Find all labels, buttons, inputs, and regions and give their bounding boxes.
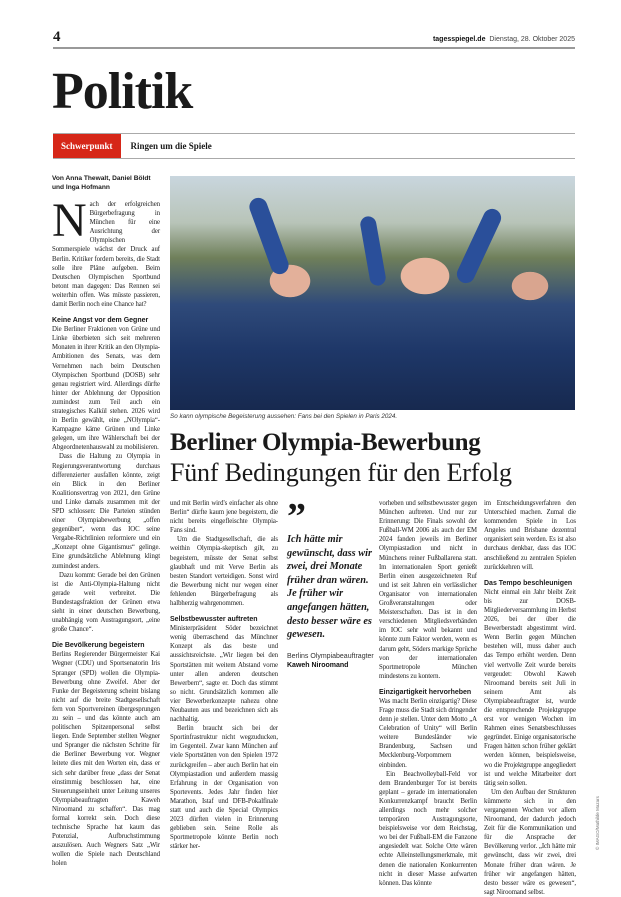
- photo-credit: © IMAGO/Mathilde Mazars: [595, 796, 600, 850]
- paragraph: im Entscheidungsverfahren den Unterschied machen. Zumal die kommenden Spiele in Los Angeles und Brisbane dezentral organisiert sein werden. Es ist also durchaus denkbar, dass das IOC anschließend zu zentralen Spielen zurückkehren will.: [484, 500, 576, 571]
- paragraph: Ein Beachvolleyball-Feld vor dem Brandenburger Tor ist bereits geplant – gerade im internationalen Konkurrenzkampf braucht Berlin allerdings noch mehr solcher temporären Austragungsorte, beispielsweise vor dem Reichstag, wo bei der Fußball-EM die Fanzone angesiedelt war. Solche Orte wären echte Alleinstellungsmerkmale, mit denen die nationalen Konkurrenten nicht in dieser Masse aufwarten können. Das könnte: [379, 770, 477, 887]
- quote-mark-icon: ”: [287, 496, 306, 538]
- quote-source-name: Kaweh Niroomand: [287, 661, 349, 669]
- photo-caption: So kann olympische Begeisterung aussehen: Fans bei den Spielen in Paris 2024.: [170, 413, 398, 420]
- subheading: Die Bevölkerung begeistern: [52, 642, 145, 650]
- paragraph: Berlins Regierender Bürgermeister Kai Wegner (CDU) und Sportsenatorin Iris Spranger (SPD) wollen die Olympia-Bewerbung ohne Zweifel. Aber der Funke der Begeisterung scheint bislang nicht auf die breite Stadtgesellschaft fern von Sportvereinen übergesprungen zu sein – und das könnte auch am politischen Spitzenpersonal selbst liegen. Ende September stellten Wegner und Spranger die nächsten Schritte für die Berliner Bewerbung vor. Wegner leitete dies mit den Worten ein, dass er sich sehr darüber freue „dass der Senat einstimmig beschlossen hat, eine Steuerungseinheit unter Leitung unseres Olympiabeauftragten Kaweh Niroomand zu schaffen“. Das mag formal korrekt sein. Doch diese technische Sprache hat kaum das Potenzial, Aufbruchstimmung auszulösen. Auch Wegners Satz „Wir wollen die Spiele nach Deutschland holen: [52, 651, 160, 868]
- subheadline: Fünf Bedingungen für den Erfolg: [170, 458, 512, 487]
- text-column-2: [170, 499, 278, 851]
- paragraph: Die Berliner Fraktionen von Grüne und Linke überbieten sich seit mehreren Monaten in ihrer Kritik an den Olympia-Ambitionen des Senats, was dem Vernehmen nach beim Deutschen Olympischen Sportbund (DOSB) sehr genau registriert wird. Allerdings dürfte hinter der Ablehnung der Opposition zumindest zum Teil auch ein strategisches Kalkül stehen. 2026 wird in Berlin gewählt, eine „NOlympia“-Kampagne käme Grünen und Linke gelegen, um ihre Wählerschaft bei der Abgeordnetenhauswahl zu mobilisieren.: [52, 326, 160, 452]
- top-rule: [53, 47, 575, 49]
- topic-label: Ringen um die Spiele: [130, 141, 212, 151]
- page-number: 4: [53, 29, 61, 45]
- dateline: [433, 36, 575, 43]
- paragraph: Ministerpräsident Söder bezeichnet wenig überraschend das Münchner Konzept als das beste und aussichtsreichste. „Wir liegen bei den Sportstätten mit weitem Abstand vorne unter allen anderen deutschen Bewerbern“, sagte er. Doch das stimmt so nicht. Grundsätzlich kommen alle vier Bewerberkonzepte nahezu ohne Neubauten aus und bezeichnen sich als nachhaltig.: [170, 625, 278, 724]
- photo-detail: [247, 195, 291, 276]
- paragraph: Dass die Haltung zu Olympia in Regierungsverantwortung durchaus differenzierter ausfallen könnte, zeigt ein Blick in den Berliner Koalitionsvertrag von 2021, den Grüne und Linke damals zusammen mit der SPD schlossen: Die Parteien stünden einer Olympiabewerbung „offen gegenüber“, wenn das IOC seine Vergabe-Richtlinien reformiere und ein „Konzept ohne Gigantismus“ gelinge. Eine grundsätzliche Ablehnung klingt zumindest anders.: [52, 453, 160, 570]
- drop-cap: N: [52, 194, 87, 247]
- site-name: tagesspiegel.de: [432, 36, 486, 43]
- text-column-3: [379, 499, 477, 888]
- quote-source-role: Berlins Olympiabeauftragter: [287, 652, 374, 660]
- paragraph: und mit Berlin wird's einfacher als ohne Berlin“ dürfte kaum jene begeistern, die nicht bereits eingefleischte Olympia-Fans sind.: [170, 500, 278, 535]
- paragraph: Was macht Berlin einzigartig? Diese Frage muss die Stadt sich dringender denn je stellen. Unter dem Motto „A Celebration of Unity“ will Berlin weitere Bundesländer wie Brandenburg, Sachsen und Mecklenburg-Vorpommern einbinden.: [379, 697, 477, 769]
- subheading: Einzigartigkeit hervorheben: [379, 688, 472, 696]
- paragraph: Um den Aufbau der Strukturen kümmerte sich in den vergangenen Wochen vor allem Niroomand, der dadurch jedoch Zeit für die Kommunikation und für die Ansprache der Bevölkerung verlor. „Ich hätte mir gewünscht, dass wir zwei, drei Monate früher dran wären. Je früher wir angefangen hätten, desto besser wäre es gewesen“, sagt Niroomand selbst.: [484, 788, 576, 896]
- paragraph: vorheben und selbstbewusster gegen München auftreten. Und nur zur Erinnerung: Die Finals sowohl der Fußball-WM 2006 als auch der EM 2024 fanden jeweils im Berliner Olympiastadion und nicht in Münchens reiner Fußballarena statt. Im internationalen Sport genießt Berlin einen ausgezeichneten Ruf und ist seit Jahren ein verlässlicher Organisator von internationalen Großveranstaltungen oder Meisterschaften. Das ist in den verschiedenen Mitgliedsverbänden im IOC sehr wohl bekannt und könnte zum Faktor werden, wenn es darum geht, Söders markige Sprüche von der internationalen Sportmetropole München mindestens zu kontern.: [379, 500, 477, 680]
- kicker-bar: [53, 133, 575, 159]
- byline: Von Anna Thewalt, Daniel Böldt und Inga Hofmann: [52, 175, 151, 191]
- text-column-4: [484, 499, 576, 897]
- subheading: Keine Angst vor dem Gegner: [52, 317, 149, 325]
- paragraph: Um die Stadtgesellschaft, die als weithin Olympia-skeptisch gilt, zu begeistern, müsste der Senat selbst glaubhaft und mit Verve Berlin als besten Standort verteidigen. Sonst wird die Bewerbung nicht nur wegen einer fehlenden Bürgerbefragung als halbherzig wahrgenommen.: [170, 536, 278, 608]
- lead-text: ach der erfolgreichen Bürgerbefragung in München für eine Ausrichtung der Olympischen Sommerspiele wächst der Druck auf Berlin. Kritiker fordern bereits, die Stadt solle ihre Pläne aufgeben. Beim Deutschen Olympischen Sportbund betont man dagegen: Das Rennen sei weiterhin offen. Was müsste passieren, damit Berlin noch eine Chance hat?: [52, 201, 160, 309]
- issue-date: Dienstag, 28. Oktober 2025: [489, 36, 575, 43]
- pull-quote: [287, 496, 375, 670]
- article-photo: [170, 176, 575, 410]
- paragraph: Nicht einmal ein Jahr bleibt Zeit bis zur DOSB-Mitgliederversammlung im Herbst 2026, bei der über die Bewerberstadt abgestimmt wird. Wenn Berlin gegen München bestehen will, muss daher auch das Tempo erhöht werden. Denn viel wertvolle Zeit wurde bereits vergeudet: Obwohl Kaweh Niroomand bereits seit Juli in seinem Amt als Olympiabeauftragter ist, wurde die entsprechende Projektgruppe erst vor wenigen Wochen im Rahmen eines Senatsbeschlusses gegründet. Einige organisatorische Fragen hätten schon früher geklärt werden können, beispielsweise, wo die Projektgruppe angegliedert ist und welche Mitarbeiter dort tätig sein sollen.: [484, 588, 576, 787]
- subheading: Selbstbewusster auftreten: [170, 616, 258, 624]
- quote-text: Ich hätte mir gewünscht, dass wir zwei, drei Monate früher dran wären. Je früher wir angefangen hätten, desto besser wäre es gewesen.: [287, 534, 372, 641]
- lead-paragraph: [52, 194, 160, 309]
- paragraph: Berlin braucht sich bei der Sportinfrastruktur nicht wegzuducken, im Gegenteil. Zwar kann München auf viele Sportstätten von den Spielen 1972 zurückgreifen – aber auch Berlin hat ein Olympiastadion und außerdem massig Erfahrung in der Organisation von Sportevents. Jedes Jahr finden hier Marathon, Istaf und DFB-Pokalfinale statt und auch die Special Olympics 2023 dürften vielen in Erinnerung geblieben sein. Seine Rolle als Sportmetropole könnte Berlin noch stärker her-: [170, 725, 278, 851]
- photo-detail: [359, 215, 387, 287]
- section-tag: Schwerpunkt: [53, 134, 121, 158]
- section-title: Politik: [52, 63, 193, 120]
- subheading: Das Tempo beschleunigen: [484, 579, 573, 587]
- headline: Berliner Olympia-Bewerbung: [170, 429, 481, 456]
- paragraph: Dazu kommt: Gerade bei den Grünen ist die Anti-Olympia-Haltung nicht gerade weit verbreitet. Die Bundestagsfraktion der Grünen etwa sieht in einer deutschen Bewerbung, unabhängig vom Austragungsort, „eine große Chance“.: [52, 571, 160, 634]
- quote-source: [287, 652, 375, 670]
- photo-detail: [454, 206, 504, 286]
- text-column-1: [52, 194, 160, 869]
